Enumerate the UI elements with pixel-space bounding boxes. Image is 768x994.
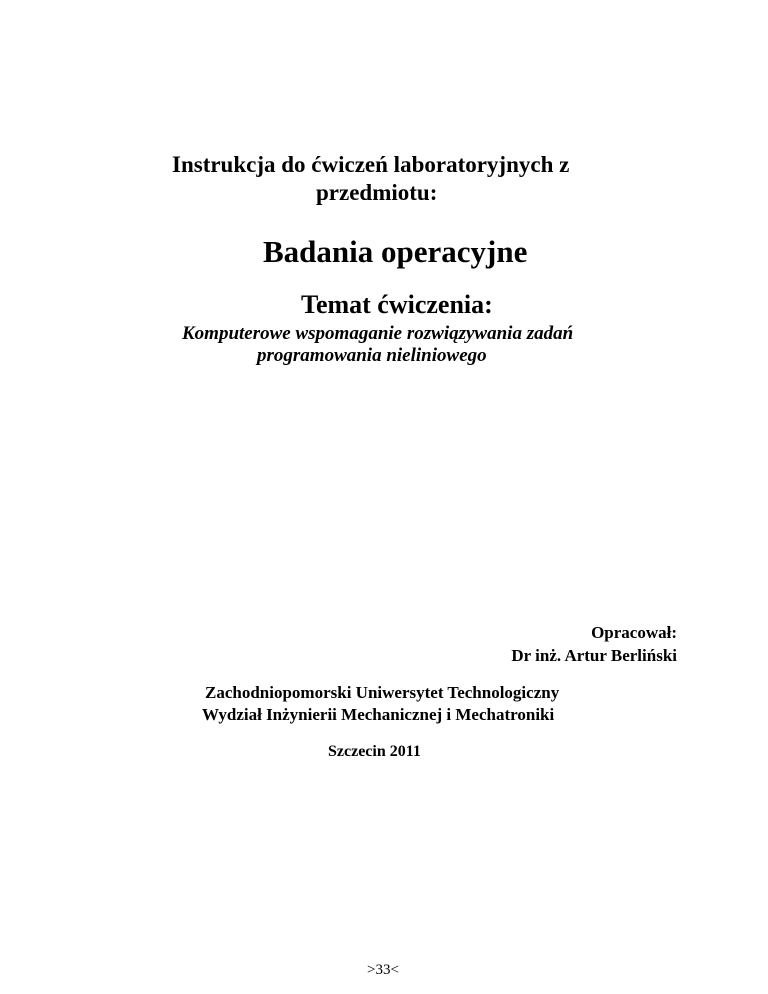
topic-text-line-1: Komputerowe wspomaganie rozwiązywania zadań [182, 323, 574, 344]
author-name: Dr inż. Artur Berliński [511, 646, 677, 665]
place-and-year: Szczecin 2011 [328, 743, 421, 760]
university-name: Zachodniopomorski Uniwersytet Technologiczny [205, 683, 560, 702]
instruction-heading-line-2: przedmiotu: [316, 180, 438, 205]
faculty-name: Wydział Inżynierii Mechanicznej i Mechatroniki [202, 705, 555, 724]
topic-label: Temat ćwiczenia: [301, 290, 493, 319]
page-number: >33< [367, 962, 399, 978]
course-title: Badania operacyjne [263, 234, 528, 269]
instruction-heading-line-1: Instrukcja do ćwiczeń laboratoryjnych z [172, 152, 570, 177]
author-label: Opracował: [591, 623, 677, 642]
topic-text-line-2: programowania nieliniowego [257, 345, 487, 366]
